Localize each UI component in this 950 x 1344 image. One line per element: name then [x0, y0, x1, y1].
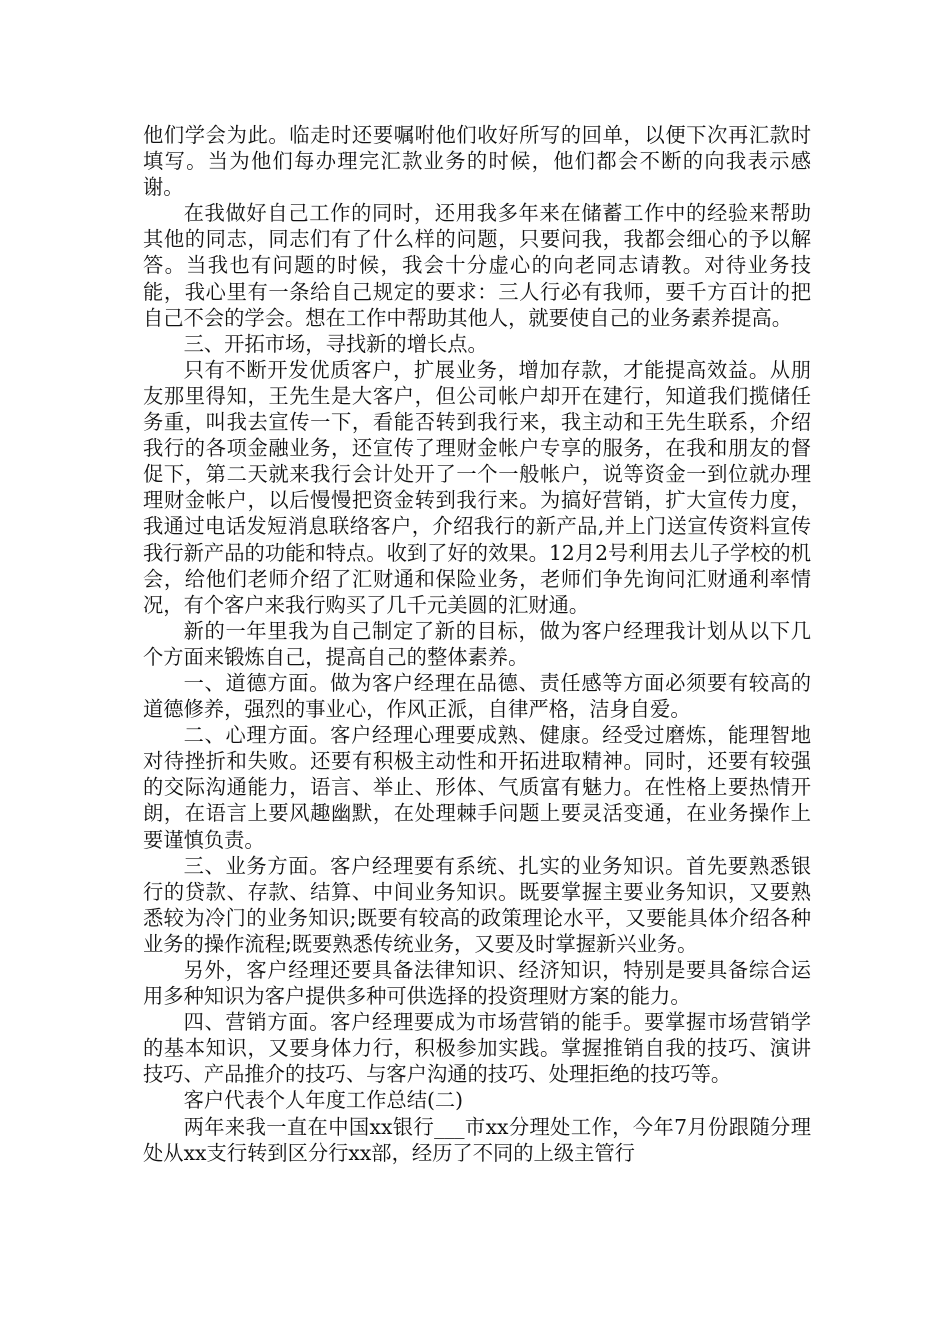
- paragraph-business: 三、业务方面。客户经理要有系统、扎实的业务知识。首先要熟悉银行的贷款、存款、结算、中间业务知识。既要掌握主要业务知识，又要熟悉较为冷门的业务知识;既要有较高的政策理论水平，又要能具体介绍各种业务的操作流程;既要熟悉传统业务，又要及时掌握新兴业务。: [143, 853, 811, 956]
- paragraph-1: 他们学会为此。临走时还要嘱咐他们收好所写的回单，以便下次再汇款时填写。当为他们每办理完汇款业务的时候，他们都会不断的向我表示感谢。: [143, 123, 811, 200]
- paragraph-psychology: 二、心理方面。客户经理心理要成熟、健康。经受过磨炼，能理智地对待挫折和失败。还要有积极主动性和开拓进取精神。同时，还要有较强的交际沟通能力，语言、举止、形体、气质富有魅力。在性格上要热情开朗，在语言上要风趣幽默，在处理棘手问题上要灵活变通，在业务操作上要谨慎负责。: [143, 723, 811, 852]
- section-title-summary-two: 客户代表个人年度工作总结(二): [183, 1088, 464, 1113]
- section-heading-expand-market: 三、开拓市场，寻找新的增长点。: [183, 331, 488, 356]
- paragraph-3: 只有不断开发优质客户，扩展业务，增加存款，才能提高效益。从朋友那里得知，王先生是大客户，但公司帐户却开在建行，知道我们揽储任务重，叫我去宣传一下，看能否转到我行来，我主动和王先生联系，介绍我行的各项金融业务，还宣传了理财金帐户专享的服务，在我和朋友的督促下，第二天就来我行会计处开了一个一般帐户，说等资金一到位就办理理财金帐户，以后慢慢把资金转到我行来。为搞好营销，扩大宣传力度，我通过电话发短消息联络客户，介绍我行的新产品,并上门送宣传资料宣传我行新产品的功能和特点。收到了好的效果。12月2号利用去儿子学校的机会，给他们老师介绍了汇财通和保险业务，老师们争先询问汇财通利率情况，有个客户来我行购买了几千元美圆的汇财通。: [143, 357, 811, 617]
- paragraph-additional: 另外，客户经理还要具备法律知识、经济知识，特别是要具备综合运用多种知识为客户提供多种可供选择的投资理财方案的能力。: [143, 958, 811, 1009]
- paragraph-marketing: 四、营销方面。客户经理要成为市场营销的能手。要掌握市场营销学的基本知识，又要身体力行，积极参加实践。掌握推销自我的技巧、演讲技巧、产品推介的技巧、与客户沟通的技巧、处理拒绝的技巧等。: [143, 1010, 811, 1087]
- paragraph-summary-two-intro: 两年来我一直在中国xx银行___市xx分理处工作，今年7月份跟随分理处从xx支行转到区分行xx部，经历了不同的上级主管行: [143, 1114, 811, 1165]
- paragraph-2: 在我做好自己工作的同时，还用我多年来在储蓄工作中的经验来帮助其他的同志，同志们有了什么样的问题，只要问我，我都会细心的予以解答。当我也有问题的时候，我会十分虚心的向老同志请教。对待业务技能，我心里有一条给自己规定的要求：三人行必有我师，要千方百计的把自己不会的学会。想在工作中帮助其他人，就要使自己的业务素养提高。: [143, 201, 811, 330]
- paragraph-moral: 一、道德方面。做为客户经理在品德、责任感等方面必须要有较高的道德修养，强烈的事业心，作风正派，自律严格，洁身自爱。: [143, 670, 811, 722]
- document-page: [143, 122, 811, 1166]
- paragraph-4: 新的一年里我为自己制定了新的目标，做为客户经理我计划从以下几个方面来锻炼自己，提高自己的整体素养。: [143, 618, 811, 669]
